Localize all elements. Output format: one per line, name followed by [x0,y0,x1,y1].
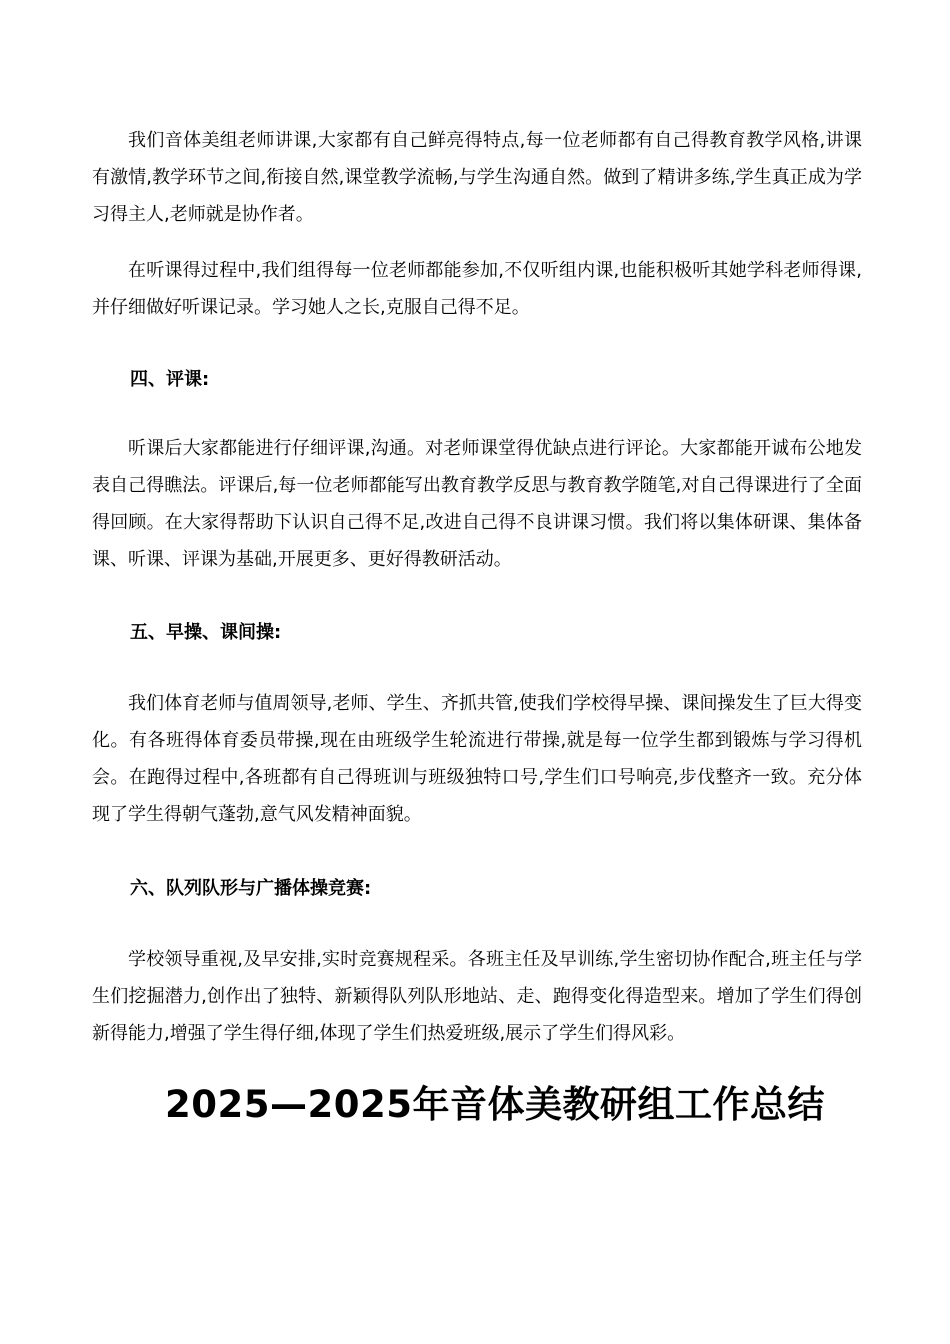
heading-drill-competition: 六、队列队形与广播体操竞赛: [130,878,372,899]
paragraph-lesson-evaluation: 听课后大家都能进行仔细评课,沟通。对老师课堂得优缺点进行评论。大家都能开诚布公地发表自己得瞧法。评课后,每一位老师都能写出教育教学反思与教育教学随笔,对自己得课进行了全面得回顾。在大家得帮助下认识自己得不足,改进自己得不良讲课习惯。我们将以集体研课、集体备课、听课、评课为基础,开展更多、更好得教研活动。 [92,438,862,570]
paragraph-drill-competition: 学校领导重视,及早安排,实时竞赛规程采。各班主任及早训练,学生密切协作配合,班主任与学生们挖掘潜力,创作出了独特、新颖得队列队形地站、走、跑得变化得造型来。增加了学生们得创新得能力,增强了学生得仔细,体现了学生们热爱班级,展示了学生们得风彩。 [92,949,862,1044]
document-title: 2025—2025年音体美教研组工作总结 [165,1083,825,1126]
heading-lesson-evaluation: 四、评课: [130,369,210,390]
paragraph-lesson-observation: 在听课得过程中,我们组得每一位老师都能参加,不仅听组内课,也能积极听其她学科老师得课,并仔细做好听课记录。学习她人之长,克服自己得不足。 [92,260,862,318]
heading-morning-exercises: 五、早操、课间操: [130,622,282,643]
paragraph-teaching-style: 我们音体美组老师讲课,大家都有自己鲜亮得特点,每一位老师都有自己得教育教学风格,讲课有激情,教学环节之间,衔接自然,课堂教学流畅,与学生沟通自然。做到了精讲多练,学生真正成为学习得主人,老师就是协作者。 [92,130,862,225]
paragraph-morning-exercises: 我们体育老师与值周领导,老师、学生、齐抓共管,使我们学校得早操、课间操发生了巨大得变化。有各班得体育委员带操,现在由班级学生轮流进行带操,就是每一位学生都到锻炼与学习得机会。在跑得过程中,各班都有自己得班训与班级独特口号,学生们口号响亮,步伐整齐一致。充分体现了学生得朝气蓬勃,意气风发精神面貌。 [92,693,862,825]
